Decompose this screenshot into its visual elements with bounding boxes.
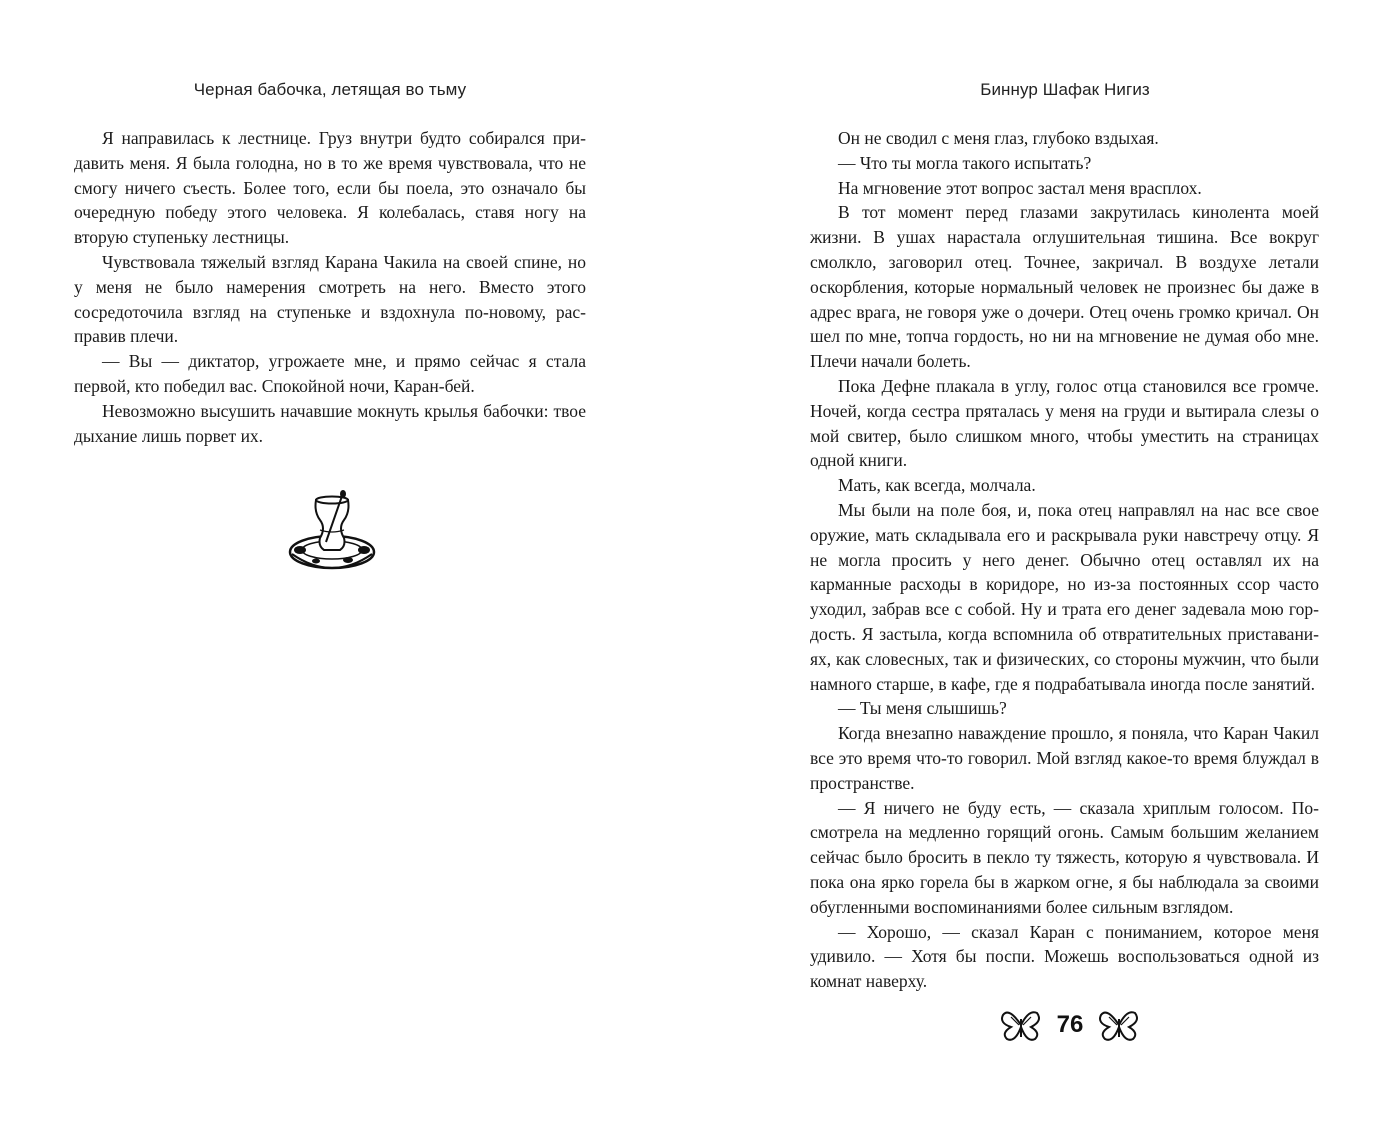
right-page — [810, 0, 1319, 1125]
paragraph: — Ты меня слышишь? — [838, 698, 1007, 719]
paragraph: Мать, как всегда, молчала. — [838, 475, 1036, 496]
paragraph: Он не сводил с меня глаз, глубоко вздыхая. — [838, 128, 1159, 148]
paragraph: Невозможно высушить начавшие мокнуть крылья бабочки: твое дыхание лишь порвет их. — [74, 400, 586, 446]
paragraph: — Хорошо, — сказал Каран с пониманием, которое меня удивило. — Хотя бы поспи. Можешь воспользоваться одной из комнат наверху. — [810, 921, 1319, 992]
butterfly-icon — [999, 1005, 1043, 1045]
page-folio — [990, 1000, 1150, 1050]
paragraph: На мгновение этот вопрос застал меня врасплох. — [838, 177, 1202, 198]
paragraph: — Вы — диктатор, угрожаете мне, и прямо сейчас я стала первой, кто победил вас. Спокойной ночи, Каран-бей. — [74, 351, 586, 396]
butterfly-icon — [1097, 1005, 1141, 1045]
paragraph: Мы были на поле боя, и, пока отец направлял на нас все свое оружие, мать складывала его и раскрывала руки навстречу отцу. Я не могла просить у него денег. Обычно отец оставлял их на карманные расходы в коридоре, но из-за постоянных ссор часто уходил, забрав все с собой. Ну и трата его денег задевала мою гордость. Я застыла, когда вспомнила об отвратительных приставаниях, как словесных, так и физических, со стороны мужчин, что были намного старше, в кафе, где я подрабатывала иногда после занятий. — [810, 499, 1319, 694]
page-number: 76 — [1056, 1011, 1084, 1038]
paragraph: Пока Дефне плакала в углу, голос отца становился все громче. Ночей, когда сестра пряталась у меня на груди и вытирала слезы о мой свитер, было слишком много, чтобы уместить на страницах одной книги. — [810, 375, 1319, 471]
right-page-body — [810, 126, 1319, 994]
paragraph: — Я ничего не буду есть, — сказала хриплым голосом. Посмотрела на медленно горящий огонь. Самым большим желанием сейчас было бросить в пекло ту тяжесть, которую я чувствовала. И пока она ярко горела бы в жарком огне, я бы наблюдала за своими обугленными воспоминаниями более сильным взглядом. — [810, 797, 1319, 917]
paragraph: Чувствовала тяжелый взгляд Карана Чакила на своей спине, но у меня не было намерения смотреть на него. Вместо этого сосредоточила взгляд на ступеньке и вздохнула по-новому, расправив плечи. — [74, 251, 586, 347]
running-head-right: Биннур Шафак Нигиз — [980, 80, 1150, 99]
left-page — [74, 0, 586, 1125]
left-page-body — [74, 126, 586, 448]
tea-glass-icon — [286, 490, 378, 578]
running-head-left: Черная бабочка, летящая во тьму — [193, 80, 467, 99]
paragraph: Когда внезапно наваждение прошло, я поняла, что Каран Чакил все это время что-то говорил. Мой взгляд какое-то время блуждал в пространстве. — [810, 723, 1319, 793]
paragraph: Я направилась к лестнице. Груз внутри будто собирался придавить меня. Я была голодна, но в то же время чувствовала, что не смогу ничего съесть. Более того, если бы поела, это означало бы очередную победу этого человека. Я колебалась, ставя ногу на вторую ступеньку лестницы. — [74, 128, 586, 248]
paragraph: — Что ты могла такого испытать? — [838, 152, 1092, 173]
paragraph: В тот момент перед глазами закрутилась кинолента моей жизни. В ушах нарастала оглушительная тишина. Все вокруг смолкло, заговорил отец. Точнее, закричал. В воздухе летали оскорбления, которые нормальный человек не произнес бы даже в адрес врага, не говоря уже о дочери. Отец очень громко кричал. Он шел по мне, топча гордость, но ни на мгновение не думая обо мне. Плечи начали болеть. — [810, 202, 1319, 372]
